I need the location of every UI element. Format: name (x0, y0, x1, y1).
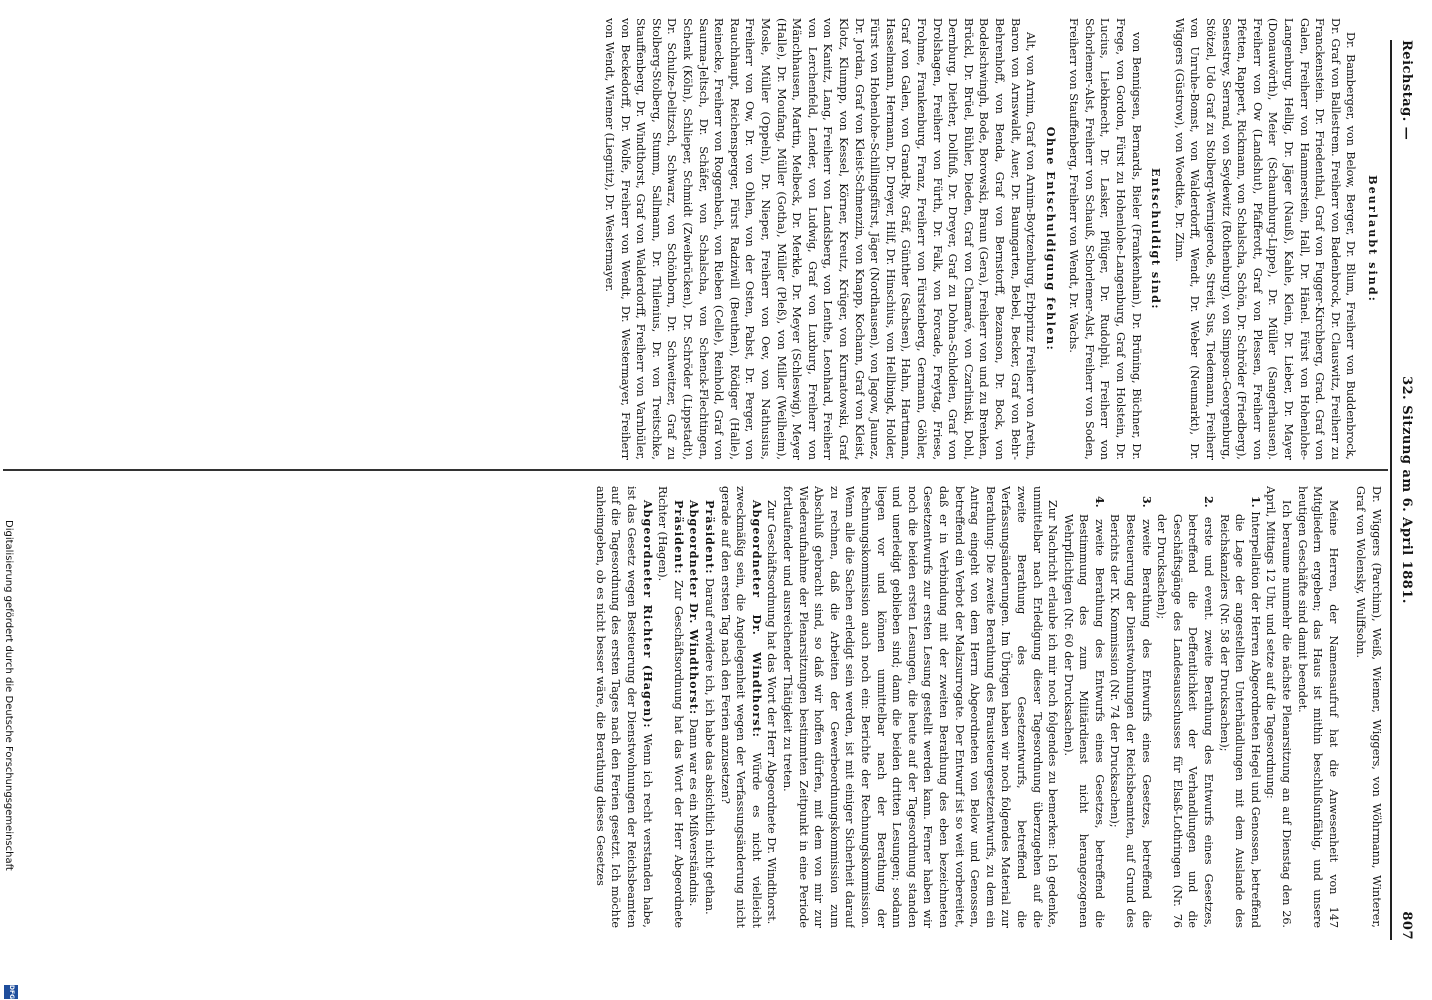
column-divider (3, 469, 1388, 471)
ohne-entschuldigung-list: Alt, von Arnim, Graf von Arnim-Boytzenburg, Erbprinz Freiherr von Aretin, Baron von Arnswaldt, Auer, Dr. Baumgarten, Bebel, Becker, Graf von Behr-Behrenhoff, von Benda, Graf von Bernstorff, Bezanson, Dr. Bock, von Bodelschwingh, Bode, Borowski, Braun (Gera), Freiherr von und zu Brenken, Brückl, Dr. Brüel, Bühler, Dieden, Graf von Chamaré, von Czarlinski, Dohl, Dernburg, Diether, Dollfuß, Dr. Dreyer, Graf zu Dohna-Schlodien, Graf von Drolshagen, Freiherr von Fürth, Dr. Falk, von Forcade, Freytag, Friese, Frohme, Frankenburg, Franz, Freiherr von Fürstenberg, Germann, Göhler, Graf von Galen, von Grand-Ry, Gräf, Günther (Sachsen), Hahn, Hartmann, Hasselmann, Hermann, Dr. Dreyer, Hilf, Dr. Hinschius, von Hellbingk, Holder, Fürst von Hohenlohe-Schillingsfürst, Jäger (Nordhausen), von Jagow, Jaunez, Dr. Jordan, Graf von Kleist-Schmenzin, von Knapp, Kochann, Graf von Kleist, Klotz, Klumpp, von Kessel, Körner, Kreutz, Krüger, von Kurnatowski, Graf von Kanitz, Lang, Freiherr von Landsberg, von Lenthe, Leonhard, Freiherr von Lerchenfeld, Lender, von Ludwig, Graf von Luxburg, Freiherr von Mänchhausen, Martin, Melbeck, Dr. Merkle, Dr. Meyer (Schleswig), Meyer (Halle), Dr. Moufang, Müller (Gotha), Müller (Pleß), von Miller (Weilheim), Mosle, Müller (Oppeln), Dr. Nieper, Freiherr von Oev, von Nathusius, Freiherr von Ow, Dr. von Ohlen, von der Osten, Pabst, Dr. Perger, von Rauchhaupt, Reichensperger, Fürst Radziwill (Beuthen), Rödiger (Halle), Reinecke, Freiherr von Roggenbach, von Rieben (Celle), Reinhold, Graf von Saurma-Jeltsch, Dr. Schäfer, von Schalscha, von Schenck-Flechtingen, Schenk (Köln), Schlieper, Schmidt (Zweibrücken), Dr. Schröder (Lippstadt), Dr. Schulze-Delitzsch, Schwarz, von Schönborn, Dr. Schweitzer, Graf zu Stolberg-Stolberg, Stumm, Sallmann, Dr. Thilenius, Dr. von Treitschke, Stauffenberg, Dr. Windthorst, Graf von Walderdorff, Freiherr von Varnbüler, von Beckedorff, Dr. Wolfe, Freiherr von Wendt, Dr. Westermayer, Freiherr von Wendt, Wiemer (Liegnitz), Dr. Westermayer. (603, 18, 1038, 460)
agenda-item (1060, 486, 1107, 928)
speech-president-2 (655, 486, 686, 928)
page-number: 807 (1399, 911, 1414, 940)
speech-windthorst-1 (717, 486, 764, 928)
paragraph-floor-windthorst: Zur Geschäftsordnung hat das Wort der Herr Abgeordnete Dr. Windthorst. (765, 500, 779, 925)
header-title: 32. Sitzung am 6. April 1881. (1399, 376, 1414, 604)
digitization-credit: Digitalisierung gefördert durch die Deutsche Forschungsgemeinschaft (3, 520, 14, 871)
agenda-item (1107, 486, 1154, 928)
dfg-logo-icon: DFG (4, 985, 18, 999)
agenda-item-text: zweite Berathung des Entwurfs eines Gesetzes, betreffend die Besteuerung der Dienstwohnungen der Reichsbeamten, auf Grund des Berichts der IX. Kommission (Nr. 74 der Drucksachen); (1108, 514, 1153, 928)
agenda-item-text: erste und event. zweite Berathung des Entwurfs eines Gesetzes, betreffend die Deffentlichkeit der Verhandlungen und die Geschäftsgänge des Landesausschusses für Elsaß-Lothringen (Nr. 76 der Drucksachen); (1155, 514, 1216, 928)
right-column (8, 486, 1384, 928)
agenda-item-number: 4. (1092, 496, 1107, 508)
speaker-name: Abgeordneter Dr. Windthorst: (749, 500, 764, 738)
agenda-item (1216, 486, 1263, 928)
agenda-list (1060, 486, 1263, 928)
speech-text: Dann war es ein Mißverständnis. (687, 718, 701, 907)
beurlaubt-list: Dr. Bamberger, von Below, Berger, Dr. Blum, Freiherr von Buddenbrock, Dr. Graf von Ballestrem. Freiherr von Badenbrock, Dr. Clauswitz, Freiherr zu Franckenstein. Dr. Friedenthal, Graf von Fugger-Kirchberg, Grad. Graf von Galen, Freiherr von Hammerstein, Hall, Dr. Hänel. Fürst von Hohenlohe-Langenburg, Hellig, Dr. Jäger (Nauß), Kahle, Klein, Dr. Lieber, Dr. Mayer (Donauwörth), Meier (Schaumburg-Lippe), Dr. Müller (Sangerhausen). Freiherr von Ow (Landshut), Pfafferott, Graf von Plessen, Freiherr von Pfetten, Rappert, Rickmann, von Schalscha, Schön, Dr. Schröder (Friedberg), Senestrey, Serrand, von Seydewitz (Rothenburg), von Simpson-Georgenburg, Stötzel, Udo Graf zu Stolberg-Wernigerode, Streit, Sus, Tiedemann, Freiherr von Unruhe-Bomst, von Walderdorff, Wendt, Dr. Weber (Neumarkt), Dr. Wiggers (Güstrow), von Woedtke, Dr. Zinn. (1172, 18, 1358, 460)
agenda-item (1154, 486, 1216, 928)
entschuldigt-list: von Bennigsen, Bernards, Bieler (Frankenhain), Dr. Brüning, Büchner, Dr. Frege, von Gordon, Fürst zu Hohenlohe-Langenburg, Graf von Holstein, Dr. Lucius, Liebknecht, Dr. Lasker, Pflüger, Dr. Rudolphi, Freiherr von Schorlemer-Alst, Freiherr von Schauß, Schorlemer-Alst, Freiherr von Soden, Freiherr von Stauffenberg, Freiherr von Wendt, Dr. Wachs. (1067, 18, 1143, 460)
speech-richter (592, 486, 654, 928)
speech-text: Würde es nicht vielleicht zweckmäßig sein, die Angelegenheit wegen der Verfassungsänderung nicht gerade auf den ersten Tag nach den Ferien anzusetzen? (718, 486, 763, 928)
name-list-continuation: Dr. Wiggers (Parchim), Weiß, Wiemer, Wiggers, von Wöhrmann, Winterer, Graf von Wolensky, Wulffsohn. (1354, 486, 1383, 928)
agenda-item-number: 2. (1202, 496, 1217, 508)
agenda-item-text: zweite Berathung des Entwurfs eines Gesetzes, betreffend die Bestimmung des zum Militärdienst nicht herangezogenen Wehrpflichtigen (Nr. 60 der Drucksachen). (1061, 514, 1106, 928)
paragraph-next-session: Ich beraume nunmehr die nächste Plenarsitzung an auf Dienstag den 26. April, Mittags 12 Uhr, und setze auf die Tagesordnung: (1264, 486, 1294, 928)
speech-text: Darauf erwidere ich, ich habe das absichtlich nicht gethan. (703, 578, 717, 915)
agenda-item-number: 3. (1139, 496, 1154, 508)
speaker-name: Abgeordneter Richter (Hagen): (640, 500, 655, 729)
entschuldigt-heading: Entschuldigt sind: (1149, 167, 1164, 311)
speech-president-1 (701, 486, 717, 928)
speech-text: Wenn ich recht verstanden habe, ist das Gesetz wegen Besteuerung der Dienstwohnungen der Reichsbeamten auf die Tagesordnung des ersten Tages nach den Ferien gesetzt. Ich möchte anheimgeben, ob es nicht besser wäre, die Berathung dieses Gesetzes (593, 486, 654, 928)
header-rule (1390, 40, 1392, 940)
speech-text: Zur Geschäftsordnung hat das Wort der Herr Abgeordnete Richter (Hagen). (656, 486, 685, 928)
paragraph-quorum: Meine Herren, der Namensaufruf hat die Anwesenheit von 147 Mitgliedern ergeben; das Haus ist mithin beschlußunfähig, und unsere heutigen Geschäfte sind damit beendet. (1295, 486, 1340, 928)
header-left: Reichstag. — (1399, 40, 1414, 141)
ohne-entschuldigung-heading: Ohne Entschuldigung fehlen: (1043, 126, 1058, 352)
speech-windthorst-2 (686, 486, 702, 928)
left-column (8, 18, 1384, 460)
speaker-name: Präsident: (671, 500, 686, 575)
agenda-item-text: Interpellation der Herren Abgeordneten Hegel und Genossen, betreffend die Lage der angestellten Unterhändlungen mit dem Auslande des Reichskanzlers (Nr. 58 der Drucksachen); (1217, 511, 1262, 928)
agenda-item-number: 1. (1248, 496, 1263, 508)
speaker-name: Präsident: (703, 500, 718, 575)
paragraph-further-material: Zur Nachricht erlaube ich mir noch folgendes zu bemerken: Ich gedenke, unmittelbar nach Erledigung dieser Tagesordnung überzugehen auf die zweite Berathung des Gesetzentwurfs, betreffend die Verfassungsänderungen. Im Übrigen haben wir noch folgendes Material zur Berathung: Die zweite Berathung des Brausteuergesetzentwurfs, zu dem ein Antrag eingeht von dem Herrn Abgeordneten von Below und Genossen, betreffend ein Verbot der Malzsurrogate. Der Entwurf ist so weit vorbereitet, daß er in Verbindung mit der zweiten Berathung des eben bezeichneten Gesetzentwurfs zur ersten Lesung gestellt werden kann. Ferner haben wir noch die beiden ersten Lesungen, die heute auf der Tagesordnung standen und unerledigt geblieben sind; dann die beiden dritten Lesungen; sodann liegen vor und können unmittelbar nach der Berathung der Rechnungskommission auch noch ein: Berichte der Rechnungskommission. Wenn alle die Sachen erledigt sein werden, ist mit einiger Sicherheit darauf zu rechnen, daß die Arbeiten der Gewerbeordnungskommission zum Abschluß gebracht sind, so daß wir hoffen dürfen, mit dem von mir zur Wiederaufnahme der Plenarsitzungen bestimmten Zeitpunkt in eine Periode fortlaufender und ausreichender Thätigkeit zu treten. (781, 486, 1060, 928)
beurlaubt-heading: Beurlaubt sind: (1366, 175, 1380, 303)
page-header (1396, 40, 1418, 940)
speaker-name: Abgeordneter Dr. Windthorst: (687, 500, 702, 716)
